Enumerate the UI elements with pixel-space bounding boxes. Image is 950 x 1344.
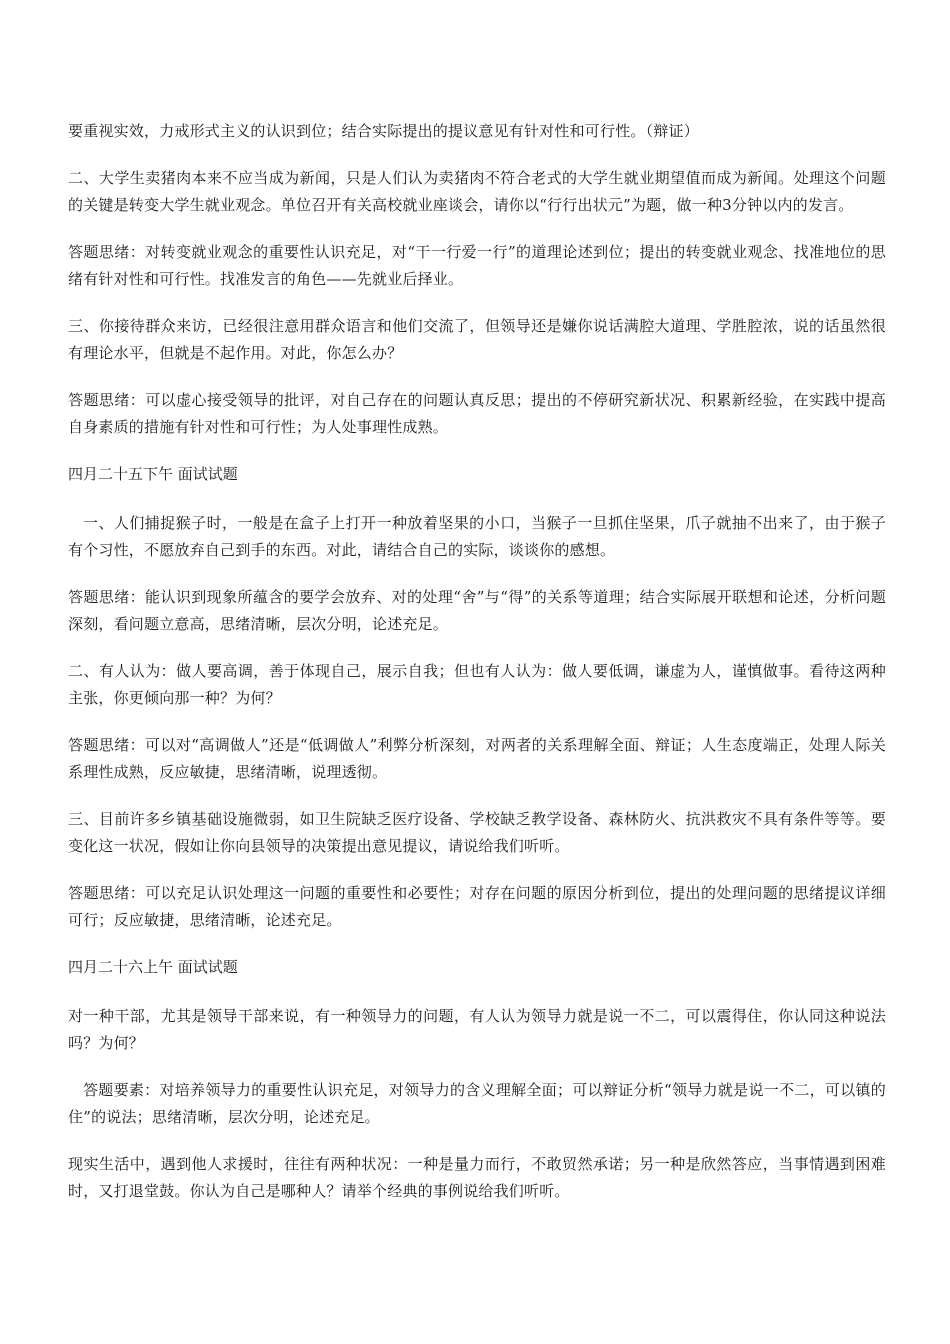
document-page	[68, 118, 886, 1225]
question-1-monkey: 一、人们捕捉猴子时，一般是在盒子上打开一种放着坚果的小口，当猴子一旦抓住坚果，爪子就抽不出来了，由于猴子有个习性，不愿放弃自己到手的东西。对此，请结合自己的实际，谈谈你的感想。	[68, 514, 886, 559]
answer-2-high-low-profile: 答题思绪：可以对“高调做人”还是“低调做人”利弊分析深刻，对两者的关系理解全面、辩证；人生态度端正，处理人际关系理性成熟，反应敏捷，思绪清晰，说理透彻。	[68, 736, 886, 781]
paragraph-1: 要重视实效，力戒形式主义的认识到位；结合实际提出的提议意见有针对性和可行性。（辩证）	[68, 122, 699, 140]
answer-3: 答题思绪：可以虚心接受领导的批评，对自己存在的问题认真反思；提出的不停研究新状况、积累新经验，在实践中提高自身素质的措施有针对性和可行性；为人处事理性成熟。	[68, 391, 886, 436]
section-heading-apr26-morning: 四月二十六上午 面试试题	[68, 958, 238, 976]
question-leadership: 对一种干部，尤其是领导干部来说，有一种领导力的问题，有人认为领导力就是说一不二，可以震得住，你认同这种说法吗？为何？	[68, 1007, 886, 1052]
answer-3-township-infrastructure: 答题思绪：可以充足认识处理这一问题的重要性和必要性；对存在问题的原因分析到位，提出的处理问题的思绪提议详细可行；反应敏捷，思绪清晰，论述充足。	[68, 884, 886, 929]
question-3-township-infrastructure: 三、目前许多乡镇基础设施微弱，如卫生院缺乏医疗设备、学校缺乏教学设备、森林防火、抗洪救灾不具有条件等等。要变化这一状况，假如让你向县领导的决策提出意见提议，请说给我们听听。	[68, 810, 886, 855]
answer-1-monkey: 答题思绪：能认识到现象所蕴含的要学会放弃、对的处理“舍”与“得”的关系等道理；结合实际展开联想和论述，分析问题深刻，看问题立意高，思绪清晰，层次分明，论述充足。	[68, 588, 886, 633]
answer-2: 答题思绪：对转变就业观念的重要性认识充足，对“干一行爱一行”的道理论述到位；提出的转变就业观念、找准地位的思绪有针对性和可行性。找准发言的角色——先就业后择业。	[68, 243, 886, 288]
question-3-visitor-reception: 三、你接待群众来访，已经很注意用群众语言和他们交流了，但领导还是嫌你说话满腔大道理、学胜腔浓，说的话虽然很有理论水平，但就是不起作用。对此，你怎么办？	[68, 317, 886, 362]
question-2-college-pork: 二、大学生卖猪肉本来不应当成为新闻，只是人们认为卖猪肉不符合老式的大学生就业期望值而成为新闻。处理这个问题的关键是转变大学生就业观念。单位召开有关高校就业座谈会，请你以“行行出状元”为题，做一种3分钟以内的发言。	[68, 169, 886, 214]
question-2-high-low-profile: 二、有人认为：做人要高调，善于体现自己，展示自我；但也有人认为：做人要低调，谦虚为人，谨慎做事。看待这两种主张，你更倾向那一种？为何？	[68, 662, 886, 707]
question-helping-others: 现实生活中，遇到他人求援时，往往有两种状况：一种是量力而行，不敢贸然承诺；另一种是欣然答应，当事情遇到困难时，又打退堂鼓。你认为自己是哪种人？请举个经典的事例说给我们听听。	[68, 1155, 886, 1200]
answer-leadership: 答题要素：对培养领导力的重要性认识充足，对领导力的含义理解全面；可以辩证分析“领导力就是说一不二，可以镇的住”的说法；思绪清晰，层次分明，论述充足。	[68, 1081, 886, 1126]
section-heading-apr25-afternoon: 四月二十五下午 面试试题	[68, 465, 238, 483]
